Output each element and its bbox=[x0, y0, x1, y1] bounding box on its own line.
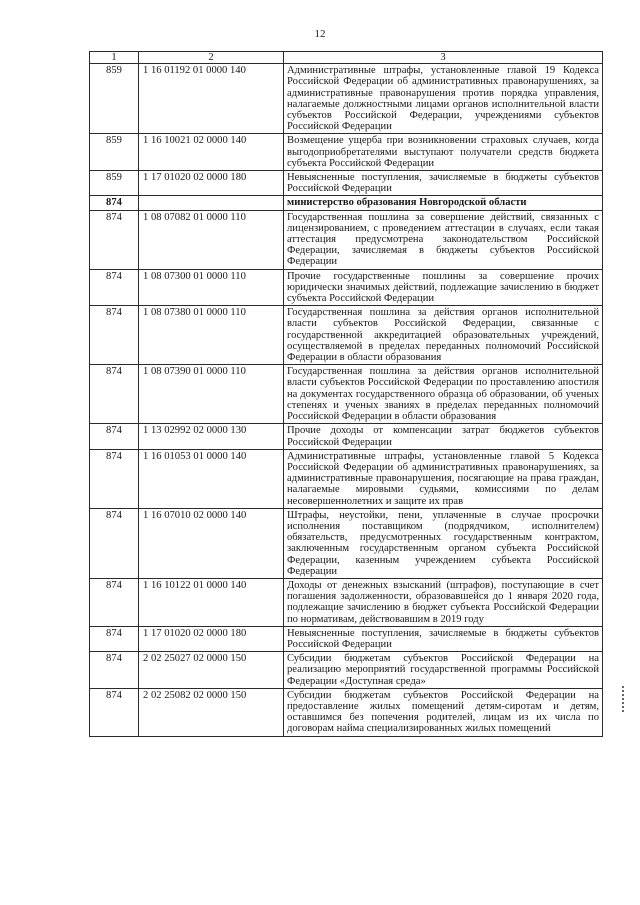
revenue-name-cell: министерство образования Новгородской области bbox=[284, 196, 603, 210]
revenue-name-cell: Невыясненные поступления, зачисляемые в бюджеты субъектов Российской Федерации bbox=[284, 626, 603, 651]
admin-code-cell: 859 bbox=[90, 171, 139, 196]
table-row bbox=[90, 210, 603, 269]
table-row bbox=[90, 134, 603, 171]
revenue-name-cell: Административные штрафы, установленные главой 5 Кодекса Российской Федерации об административных правонарушениях, за административные правонарушения, посягающие на права граждан, налагаемые мировыми судьями, комиссиями по делам несовершеннолетних и защите их прав bbox=[284, 449, 603, 508]
column-header-3: 3 bbox=[284, 52, 603, 64]
revenue-name-cell: Государственная пошлина за действия органов исполнительной власти субъектов Российской Федерации по проставлению апостиля на документах государственного образца об образовании, об ученых степенях и ученых званиях в пределах переданных полномочий Российской Федерации в области образования bbox=[284, 365, 603, 424]
revenue-code-cell: 1 17 01020 02 0000 180 bbox=[139, 626, 284, 651]
table-row bbox=[90, 365, 603, 424]
table-section-row bbox=[90, 196, 603, 210]
column-header-2: 2 bbox=[139, 52, 284, 64]
revenue-code-cell: 2 02 25082 02 0000 150 bbox=[139, 688, 284, 736]
revenue-name-cell: Штрафы, неустойки, пени, уплаченные в случае просрочки исполнения поставщиком (подрядчиком, исполнителем) обязательств, предусмотренных государственным контрактом, заключенным государственным органом субъекта Российской Федерации, казенным учреждением субъекта Российской Федерации bbox=[284, 508, 603, 578]
table-row bbox=[90, 688, 603, 736]
table-row bbox=[90, 652, 603, 689]
revenue-code-cell: 1 08 07390 01 0000 110 bbox=[139, 365, 284, 424]
revenue-code-cell: 1 16 07010 02 0000 140 bbox=[139, 508, 284, 578]
admin-code-cell: 874 bbox=[90, 269, 139, 306]
table-row bbox=[90, 424, 603, 449]
table-body bbox=[90, 52, 603, 737]
revenue-code-cell: 1 13 02992 02 0000 130 bbox=[139, 424, 284, 449]
revenue-code-cell: 1 08 07082 01 0000 110 bbox=[139, 210, 284, 269]
revenue-name-cell: Возмещение ущерба при возникновении страховых случаев, когда выгодоприобретателями выступают получатели средств бюджета субъекта Российской Федерации bbox=[284, 134, 603, 171]
admin-code-cell: 874 bbox=[90, 449, 139, 508]
revenue-name-cell: Государственная пошлина за действия органов исполнительной власти субъектов Российской Федерации, связанные с государственной аккредитацией образовательных учреждений, осуществляемой в пределах переданных полномочий Российской Федерации в области образования bbox=[284, 306, 603, 365]
revenue-code-cell: 1 16 01192 01 0000 140 bbox=[139, 64, 284, 134]
revenue-name-cell: Государственная пошлина за совершение действий, связанных с лицензированием, с проведением аттестации в случаях, если такая аттестация предусмотрена законодательством Российской Федерации, зачисляемая в бюджеты субъектов Российской Федерации bbox=[284, 210, 603, 269]
admin-code-cell: 874 bbox=[90, 578, 139, 626]
revenue-code-cell: 1 08 07380 01 0000 110 bbox=[139, 306, 284, 365]
admin-code-cell: 874 bbox=[90, 365, 139, 424]
table-row bbox=[90, 269, 603, 306]
revenue-name-cell: Административные штрафы, установленные главой 19 Кодекса Российской Федерации об административных правонарушениях, за административные правонарушения против порядка управления, налагаемые должностными лицами органов исполнительной власти субъектов Российской Федерации, учреждениями субъектов Российской Федерации bbox=[284, 64, 603, 134]
admin-code-cell: 874 bbox=[90, 508, 139, 578]
revenue-code-cell bbox=[139, 196, 284, 210]
revenue-name-cell: Прочие государственные пошлины за совершение прочих юридически значимых действий, подлежащие зачислению в бюджет субъекта Российской Федерации bbox=[284, 269, 603, 306]
admin-code-cell: 874 bbox=[90, 626, 139, 651]
revenue-name-cell: Прочие доходы от компенсации затрат бюджетов субъектов Российской Федерации bbox=[284, 424, 603, 449]
admin-code-cell: 874 bbox=[90, 196, 139, 210]
table-row bbox=[90, 578, 603, 626]
revenue-code-cell: 1 16 10021 02 0000 140 bbox=[139, 134, 284, 171]
page-number: 12 bbox=[314, 28, 326, 40]
scan-margin-mark bbox=[622, 686, 624, 712]
table-row bbox=[90, 449, 603, 508]
revenue-codes-table bbox=[89, 51, 603, 737]
table-row bbox=[90, 508, 603, 578]
table-row bbox=[90, 64, 603, 134]
table-row bbox=[90, 626, 603, 651]
revenue-code-cell: 1 16 10122 01 0000 140 bbox=[139, 578, 284, 626]
admin-code-cell: 874 bbox=[90, 688, 139, 736]
revenue-name-cell: Невыясненные поступления, зачисляемые в бюджеты субъектов Российской Федерации bbox=[284, 171, 603, 196]
admin-code-cell: 874 bbox=[90, 306, 139, 365]
admin-code-cell: 874 bbox=[90, 210, 139, 269]
column-header-1: 1 bbox=[90, 52, 139, 64]
table-row bbox=[90, 306, 603, 365]
table-row bbox=[90, 171, 603, 196]
admin-code-cell: 874 bbox=[90, 652, 139, 689]
revenue-code-cell: 2 02 25027 02 0000 150 bbox=[139, 652, 284, 689]
revenue-code-cell: 1 17 01020 02 0000 180 bbox=[139, 171, 284, 196]
revenue-code-cell: 1 16 01053 01 0000 140 bbox=[139, 449, 284, 508]
revenue-code-cell: 1 08 07300 01 0000 110 bbox=[139, 269, 284, 306]
table-header-row bbox=[90, 52, 603, 64]
revenue-name-cell: Доходы от денежных взысканий (штрафов), поступающие в счет погашения задолженности, образовавшейся до 1 января 2020 года, подлежащие зачислению в бюджет субъекта Российской Федерации по нормативам, действовавшим в 2019 году bbox=[284, 578, 603, 626]
revenue-name-cell: Субсидии бюджетам субъектов Российской Федерации на предоставление жилых помещений детям-сиротам и детям, оставшимся без попечения родителей, лицам из их числа по договорам найма специализированных жилых помещений bbox=[284, 688, 603, 736]
admin-code-cell: 859 bbox=[90, 64, 139, 134]
admin-code-cell: 859 bbox=[90, 134, 139, 171]
admin-code-cell: 874 bbox=[90, 424, 139, 449]
revenue-name-cell: Субсидии бюджетам субъектов Российской Федерации на реализацию мероприятий государственной программы Российской Федерации «Доступная среда» bbox=[284, 652, 603, 689]
